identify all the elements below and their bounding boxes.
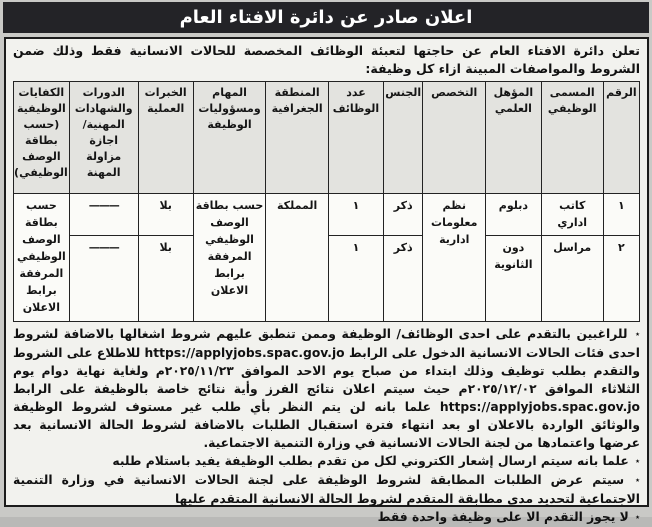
table-row: [14, 194, 640, 236]
cell-vacancy-count: ١: [328, 194, 383, 236]
col-header-qualification: المؤهل العلمي: [486, 82, 542, 194]
page-title: اعلان صادر عن دائرة الافتاء العام: [179, 7, 473, 28]
note-single-application: [13, 508, 640, 527]
cell-number: ١: [603, 194, 639, 236]
col-header-duties: المهام ومسؤوليات الوظيفة: [193, 82, 266, 194]
note-text: للاطلاع على الشروط والتقدم بطلب توظيف وذلك ابتداء من صباح يوم الاحد الموافق ٢٠٢٥/١١/٢٣م ولغاية نهاية دوام يوم الثلاثاء الموافق ٢٠٢٥/١٢/٠٢م حيث سيتم اعلان نتائج الفرز وأية نتائج خاصة بالوظيفة على الرابط: [13, 346, 640, 396]
bullet-icon: ٭: [635, 457, 640, 467]
cell-competencies-merged: حسب بطاقة الوصف الوظيفي المرفقة برابط الاعلان: [14, 194, 70, 322]
cell-qualification: دبلوم: [486, 194, 542, 236]
cell-courses: [69, 236, 138, 322]
cell-qualification: دون الثانوية: [486, 236, 542, 322]
cell-courses: [69, 194, 138, 236]
note-application-instructions: [13, 325, 640, 452]
note-text: علما بانه لن يتم النظر بأي طلب غير مستوف لشروط الوظيفة والوثائق الواردة بالاعلان او بعد انتهاء فترة استقبال الطلبات بالاضافة لشروط الحالة الانسانية بعد عرضها واعتمادها من لجنة الحالات الانسانية في وزارة التنمية الاجتماعية.: [13, 400, 640, 450]
col-header-specialization: التخصص: [423, 82, 486, 194]
bullet-icon: ٭: [635, 513, 640, 523]
cell-gender: ذكر: [384, 236, 423, 322]
cell-region-merged: المملكة: [266, 194, 329, 322]
col-header-courses: الدورات والشهادات المهنية/ اجازة مزاولة المهنة: [69, 82, 138, 194]
col-header-gender: الجنس: [384, 82, 423, 194]
cell-specialization-merged: نظم معلومات ادارية: [423, 194, 486, 322]
note-committee-review: [13, 471, 640, 508]
note-text: سيتم عرض الطلبات المطابقة لشروط الوظيفة على لجنة الحالات الانسانية في وزارة التنمية الاجتماعية لتحديد مدى مطابقة المتقدم لشروط الحالة الانسانية المتقدم عليها: [13, 473, 640, 506]
dash-placeholder: ———: [88, 199, 119, 212]
cell-job-title: مراسل: [541, 236, 603, 322]
col-header-job-title: المسمى الوظيفي: [541, 82, 603, 194]
announcement-title-banner: [3, 2, 649, 33]
dash-placeholder: ———: [88, 241, 119, 254]
col-header-experience: الخبرات العملية: [138, 82, 193, 194]
note-text: علما بانه سيتم ارسال إشعار الكتروني لكل من تقدم بطلب الوظيفة يفيد باستلام طلبه: [112, 454, 629, 468]
note-email-confirmation: [13, 452, 640, 471]
note-text: لا يجوز التقدم الا على وظيفة واحدة فقط: [377, 510, 629, 524]
intro-paragraph: تعلن دائرة الافتاء العام عن حاجتها لتعبئة الوظائف المخصصة للحالات الانسانية فقط وذلك ضمن الشروط والمواصفات المبينة ازاء كل وظيفة:: [13, 43, 640, 76]
table-header-row: [14, 82, 640, 194]
apply-url: https://applyjobs.spac.gov.jo: [439, 400, 640, 414]
note-text: للراغبين بالتقدم على احدى الوظائف/ الوظيفة وممن تنطبق عليهم شروط اشغالها بالاضافة لشروط احدى فئات الحالات الانسانية الدخول على الرابط: [13, 327, 640, 360]
cell-number: ٢: [603, 236, 639, 322]
cell-experience: بلا: [138, 236, 193, 322]
bullet-icon: ٭: [635, 330, 641, 340]
cell-duties-merged: حسب بطاقة الوصف الوظيفي المرفقة برابط الاعلان: [193, 194, 266, 322]
cell-experience: بلا: [138, 194, 193, 236]
cell-vacancy-count: ١: [328, 236, 383, 322]
apply-url: https://applyjobs.spac.gov.jo: [144, 346, 345, 360]
col-header-number: الرقم: [603, 82, 639, 194]
cell-job-title: كاتب اداري: [541, 194, 603, 236]
col-header-competencies: الكفايات الوظيفية (حسب بطاقة الوصف الوظيفي): [14, 82, 70, 194]
bullet-icon: ٭: [635, 476, 641, 486]
vacancies-table: [13, 81, 640, 322]
col-header-region: المنطقة الجغرافية: [266, 82, 329, 194]
col-header-vacancy-count: عدد الوظائف: [328, 82, 383, 194]
cell-gender: ذكر: [384, 194, 423, 236]
notes-section: [13, 325, 640, 527]
announcement-body-frame: [4, 37, 649, 524]
